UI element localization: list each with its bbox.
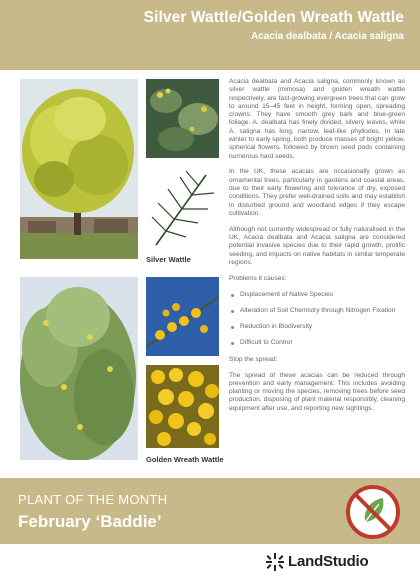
band-kicker: PLANT OF THE MONTH (18, 492, 168, 507)
photo-golden-wreath-flowers-sky (146, 277, 219, 356)
paragraph-invasive-status: Although not currently widespread or fully naturalised in the UK, Acacia dealbata and Acacia saligna are considered potential invasive species due to their rapid growth, prolific seeding, and impacts on native habitats in similar temperate regions. (229, 225, 405, 266)
stop-spread-heading: Stop the spread: (229, 355, 278, 363)
landstudio-logo-icon (266, 553, 284, 571)
body-text (229, 78, 405, 421)
problems-heading: Problems it causes: (229, 274, 287, 282)
page-title: Silver Wattle/Golden Wreath Wattle (143, 9, 404, 26)
list-item: Difficult to Control (229, 339, 405, 347)
photo-silver-wattle-foliage (146, 167, 219, 250)
list-item: Alteration of Soil Chemistry through Nitrogen Fixation (229, 307, 405, 315)
photo-golden-wreath-flower-cluster (146, 365, 219, 448)
list-item: Displacement of Native Species (229, 291, 405, 299)
photo-silver-wattle-flowers (146, 79, 219, 158)
paragraph-description: Acacia dealbata and Acacia saligna, commonly known as silver wattle (mimosa) and golden wreath wattle respectively, are fast-growing evergreen trees that can grow to around 15–45 feet in height, forming open, spreading crowns. They have smooth grey bark and blue-green foliage. A. dealbata has finely divided, silvery leaves, while A. saligna has long, narrow, leaf-like phyllodes. In late winter to early spring, both produce masses of bright yellow, spherical flowers, followed by brown seed pods containing numerous hard seeds. (229, 78, 405, 160)
plant-of-month-band (0, 478, 420, 544)
paragraph-stop-spread: The spread of these acacias can be reduced through prevention and early management. This includes avoiding planting or moving the species, removing trees before seed production, disposing of plant material responsibly, cleaning equipment after use, and reporting new sightings. (229, 371, 405, 412)
footer (0, 544, 420, 578)
photo-silver-wattle-tree (20, 79, 138, 259)
problems-list (229, 291, 405, 348)
landstudio-logo-text: LandStudio (288, 553, 369, 570)
caption-golden-wreath-wattle: Golden Wreath Wattle (146, 455, 224, 464)
no-plant-badge-icon (345, 484, 401, 540)
list-item: Reduction in Biodiversity (229, 323, 405, 331)
photo-golden-wreath-wattle-tree (20, 277, 138, 460)
header-banner (0, 0, 420, 70)
band-headline: February ‘Baddie’ (18, 512, 162, 531)
page-subtitle: Acacia dealbata / Acacia saligna (250, 31, 404, 42)
paragraph-uk-context: In the UK, these acacias are occasionally grown as ornamental trees, particularly in gardens and coastal areas, due to their early flowering and tolerance of dry, exposed conditions. They prefer well-drained soils and may establish in disturbed ground and woodland edges if they escape cultivation. (229, 168, 405, 217)
caption-silver-wattle: Silver Wattle (146, 255, 191, 264)
